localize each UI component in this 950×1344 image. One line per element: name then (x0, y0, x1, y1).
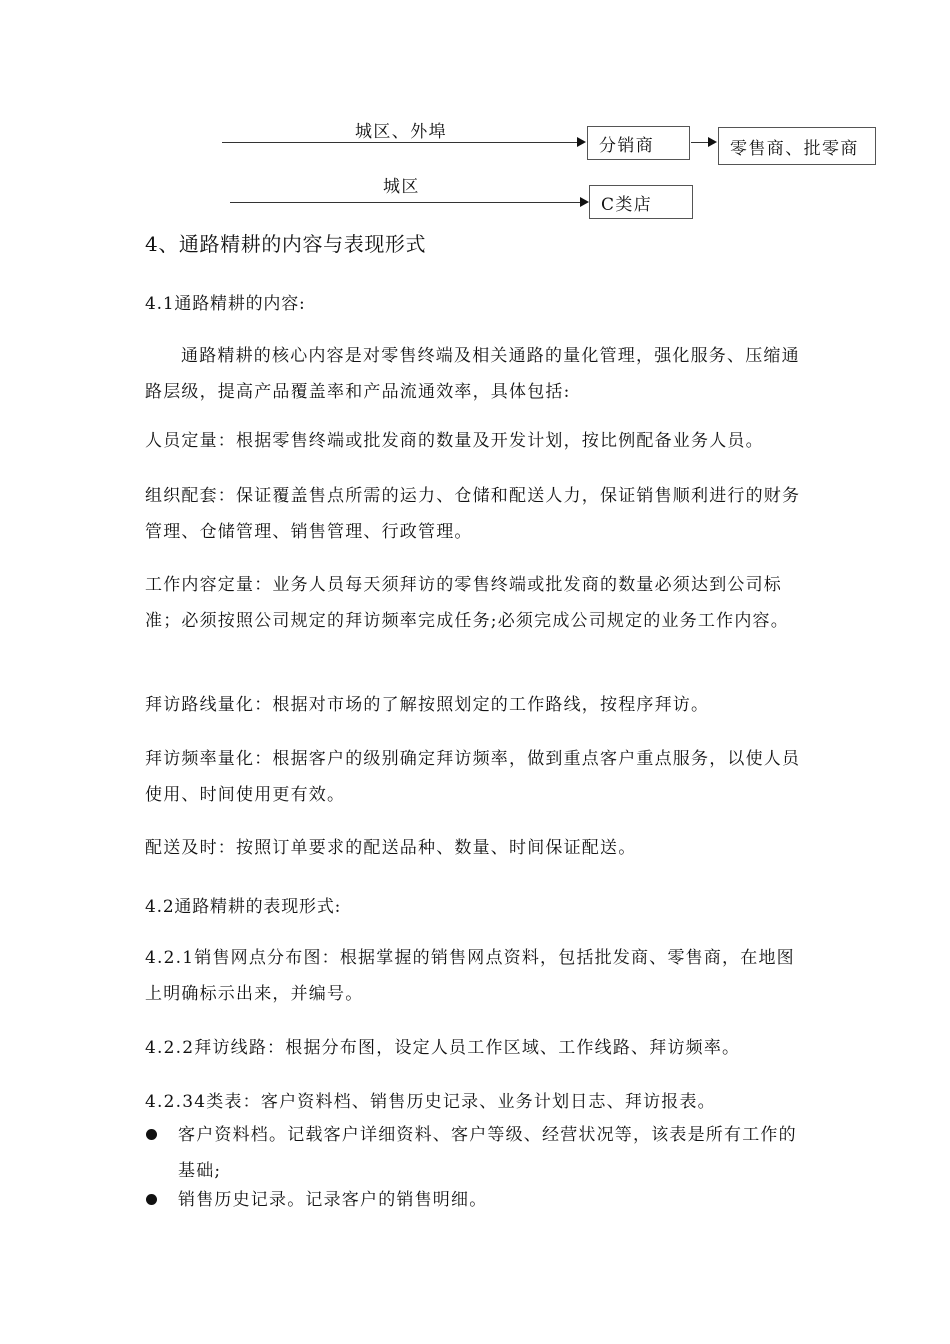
subheading-4-2: 4.2通路精耕的表现形式: (145, 897, 342, 917)
subheading-4-1: 4.1通路精耕的内容: (145, 294, 306, 314)
box-distributor (587, 126, 690, 160)
item-outlet-map: 4.2.1销售网点分布图：根据掌握的销售网点资料，包括批发商、零售商，在地图上明确标示出来，并编号。 (145, 948, 795, 1004)
item-visit-frequency: 拜访频率量化：根据客户的级别确定拜访频率，做到重点客户重点服务，以使人员使用、时间使用更有效。 (145, 749, 801, 805)
route-line-2 (691, 142, 709, 143)
arrow-right-icon (577, 137, 586, 147)
bullet-sales-history: 销售历史记录。记录客户的销售明细。 (178, 1190, 488, 1210)
box-distributor-label: 分销商 (599, 135, 655, 156)
bullet-customer-file: 客户资料档。记载客户详细资料、客户等级、经营状况等，该表是所有工作的基础; (178, 1125, 797, 1181)
item-visit-lines: 4.2.2拜访线路：根据分布图，设定人员工作区域、工作线路、拜访频率。 (145, 1038, 741, 1058)
bullet-icon (146, 1194, 157, 1205)
route-line-3 (230, 202, 581, 203)
route-line-1 (222, 142, 578, 143)
route-label-city-outer: 城区、外埠 (355, 122, 447, 142)
item-visit-route: 拜访路线量化：根据对市场的了解按照划定的工作路线，按程序拜访。 (145, 695, 710, 715)
box-retailer-label: 零售商、批零商 (730, 138, 859, 159)
item-four-forms: 4.2.34类表：客户资料档、销售历史记录、业务计划日志、拜访报表。 (145, 1092, 716, 1112)
route-label-city: 城区 (383, 177, 420, 197)
arrow-right-icon (580, 197, 589, 207)
box-c-store-label: C类店 (601, 194, 653, 215)
arrow-right-icon (708, 137, 717, 147)
section-heading: 4、通路精耕的内容与表现形式 (145, 232, 427, 256)
item-workload: 工作内容定量：业务人员每天须拜访的零售终端或批发商的数量必须达到公司标准；必须按照公司规定的拜访频率完成任务;必须完成公司规定的业务工作内容。 (145, 575, 789, 631)
item-organization: 组织配套：保证覆盖售点所需的运力、仓储和配送人力，保证销售顺利进行的财务管理、仓储管理、销售管理、行政管理。 (145, 486, 801, 542)
item-delivery: 配送及时：按照订单要求的配送品种、数量、时间保证配送。 (145, 838, 637, 858)
box-c-store (589, 185, 693, 219)
box-retailer (718, 127, 876, 165)
bullet-icon (146, 1129, 157, 1140)
item-staffing: 人员定量：根据零售终端或批发商的数量及开发计划，按比例配备业务人员。 (145, 431, 764, 451)
intro-paragraph: 通路精耕的核心内容是对零售终端及相关通路的量化管理，强化服务、压缩通路层级，提高产品覆盖率和产品流通效率，具体包括: (145, 346, 800, 402)
